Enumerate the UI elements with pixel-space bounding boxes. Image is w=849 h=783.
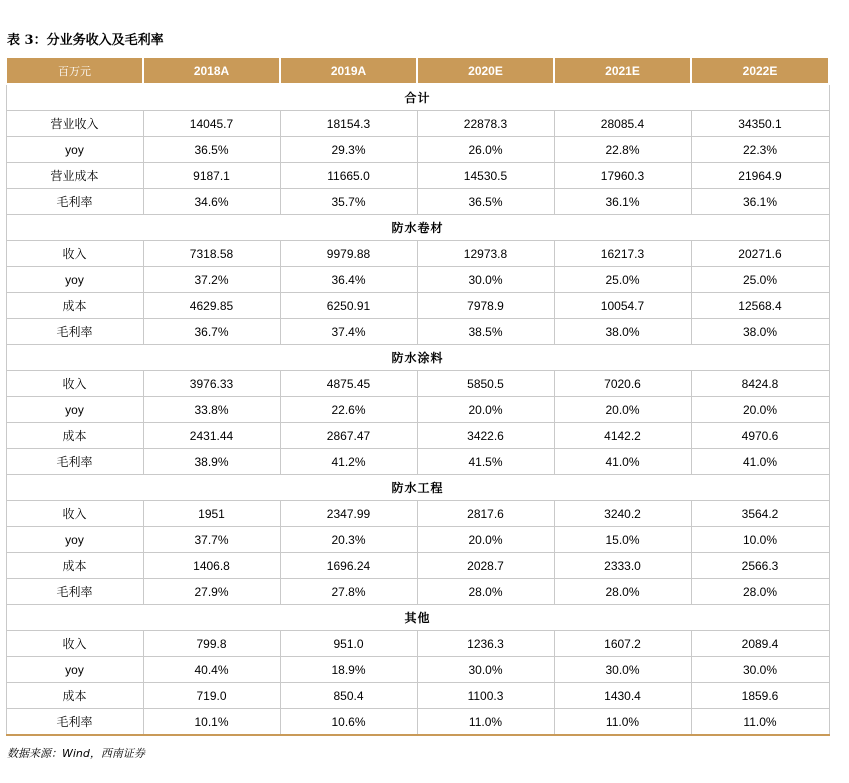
table-cell: 22.6% (280, 397, 417, 423)
table-cell: 9979.88 (280, 241, 417, 267)
table-cell: 1859.6 (691, 683, 829, 709)
table-cell: 38.9% (143, 449, 280, 475)
table-cell: 10.1% (143, 709, 280, 736)
table-row (6, 709, 829, 736)
table-cell: 28.0% (554, 579, 691, 605)
table-row (6, 553, 829, 579)
table-cell: 4875.45 (280, 371, 417, 397)
table-cell: 40.4% (143, 657, 280, 683)
table-cell: 27.9% (143, 579, 280, 605)
table-cell: 951.0 (280, 631, 417, 657)
table-cell: 10.0% (691, 527, 829, 553)
row-label: 毛利率 (6, 449, 143, 475)
table-cell: 14530.5 (417, 163, 554, 189)
table-cell: 12568.4 (691, 293, 829, 319)
table-row (6, 371, 829, 397)
table-cell: 22.8% (554, 137, 691, 163)
table-cell: 3422.6 (417, 423, 554, 449)
table-cell: 37.4% (280, 319, 417, 345)
header-year-2022e: 2022E (691, 57, 829, 84)
table-cell: 28085.4 (554, 111, 691, 137)
table-cell: 22.3% (691, 137, 829, 163)
table-row (6, 293, 829, 319)
row-label: 毛利率 (6, 709, 143, 736)
table-cell: 7318.58 (143, 241, 280, 267)
table-cell: 8424.8 (691, 371, 829, 397)
table-cell: 2333.0 (554, 553, 691, 579)
table-cell: 30.0% (417, 657, 554, 683)
table-cell: 34.6% (143, 189, 280, 215)
table-cell: 2566.3 (691, 553, 829, 579)
table-cell: 10.6% (280, 709, 417, 736)
section-header-row (6, 345, 829, 371)
table-cell: 14045.7 (143, 111, 280, 137)
table-cell: 37.2% (143, 267, 280, 293)
table-cell: 17960.3 (554, 163, 691, 189)
table-cell: 2431.44 (143, 423, 280, 449)
row-label: 营业成本 (6, 163, 143, 189)
table-cell: 22878.3 (417, 111, 554, 137)
table-row (6, 631, 829, 657)
table-cell: 35.7% (280, 189, 417, 215)
table-cell: 36.7% (143, 319, 280, 345)
table-row (6, 111, 829, 137)
table-cell: 20271.6 (691, 241, 829, 267)
table-cell: 16217.3 (554, 241, 691, 267)
table-cell: 1430.4 (554, 683, 691, 709)
table-cell: 11.0% (554, 709, 691, 736)
table-row (6, 189, 829, 215)
table-row (6, 241, 829, 267)
table-cell: 3240.2 (554, 501, 691, 527)
section-title: 合计 (6, 84, 829, 111)
table-cell: 20.0% (417, 397, 554, 423)
section-title: 防水工程 (6, 475, 829, 501)
row-label: 毛利率 (6, 189, 143, 215)
table-cell: 36.4% (280, 267, 417, 293)
table-cell: 850.4 (280, 683, 417, 709)
row-label: 收入 (6, 501, 143, 527)
table-row (6, 319, 829, 345)
table-cell: 6250.91 (280, 293, 417, 319)
table-cell: 3564.2 (691, 501, 829, 527)
table-row (6, 501, 829, 527)
table-cell: 11.0% (691, 709, 829, 736)
table-cell: 34350.1 (691, 111, 829, 137)
row-label: 毛利率 (6, 579, 143, 605)
table-body (6, 84, 829, 735)
header-year-2019a: 2019A (280, 57, 417, 84)
section-header-row (6, 475, 829, 501)
row-label: 收入 (6, 631, 143, 657)
table-cell: 4629.85 (143, 293, 280, 319)
table-cell: 12973.8 (417, 241, 554, 267)
row-label: 收入 (6, 371, 143, 397)
table-cell: 4970.6 (691, 423, 829, 449)
table-cell: 29.3% (280, 137, 417, 163)
header-row (6, 57, 829, 84)
row-label: 营业收入 (6, 111, 143, 137)
row-label: 成本 (6, 423, 143, 449)
table-row (6, 579, 829, 605)
table-cell: 41.0% (554, 449, 691, 475)
table-row (6, 527, 829, 553)
table-cell: 20.0% (691, 397, 829, 423)
table-cell: 36.1% (554, 189, 691, 215)
table-row (6, 683, 829, 709)
table-cell: 11665.0 (280, 163, 417, 189)
table-cell: 1951 (143, 501, 280, 527)
row-label: 毛利率 (6, 319, 143, 345)
table-row (6, 657, 829, 683)
table-cell: 41.5% (417, 449, 554, 475)
row-label: 收入 (6, 241, 143, 267)
header-year-2018a: 2018A (143, 57, 280, 84)
table-cell: 1100.3 (417, 683, 554, 709)
table-cell: 1236.3 (417, 631, 554, 657)
table-row (6, 449, 829, 475)
table-cell: 37.7% (143, 527, 280, 553)
section-title: 防水涂料 (6, 345, 829, 371)
table-cell: 33.8% (143, 397, 280, 423)
table-cell: 21964.9 (691, 163, 829, 189)
table-cell: 28.0% (691, 579, 829, 605)
table-header (6, 57, 829, 84)
row-label: yoy (6, 657, 143, 683)
header-unit-label: 百万元 (6, 57, 143, 84)
table-cell: 7978.9 (417, 293, 554, 319)
section-header-row (6, 215, 829, 241)
table-cell: 1607.2 (554, 631, 691, 657)
table-cell: 36.5% (417, 189, 554, 215)
table-cell: 30.0% (691, 657, 829, 683)
table-cell: 2347.99 (280, 501, 417, 527)
table-cell: 25.0% (554, 267, 691, 293)
section-title: 防水卷材 (6, 215, 829, 241)
row-label: yoy (6, 267, 143, 293)
table-cell: 10054.7 (554, 293, 691, 319)
table-cell: 2867.47 (280, 423, 417, 449)
table-cell: 25.0% (691, 267, 829, 293)
table-cell: 5850.5 (417, 371, 554, 397)
table-row (6, 267, 829, 293)
table-cell: 18.9% (280, 657, 417, 683)
header-year-2021e: 2021E (554, 57, 691, 84)
table-row (6, 137, 829, 163)
table-cell: 1406.8 (143, 553, 280, 579)
table-cell: 28.0% (417, 579, 554, 605)
table-cell: 20.3% (280, 527, 417, 553)
table-cell: 2089.4 (691, 631, 829, 657)
table-cell: 3976.33 (143, 371, 280, 397)
row-label: 成本 (6, 683, 143, 709)
table-cell: 2028.7 (417, 553, 554, 579)
table-cell: 11.0% (417, 709, 554, 736)
table-cell: 38.0% (691, 319, 829, 345)
table-cell: 26.0% (417, 137, 554, 163)
row-label: yoy (6, 397, 143, 423)
table-cell: 18154.3 (280, 111, 417, 137)
financial-table (5, 56, 830, 736)
table-row (6, 397, 829, 423)
section-title: 其他 (6, 605, 829, 631)
row-label: yoy (6, 137, 143, 163)
table-cell: 15.0% (554, 527, 691, 553)
table-cell: 4142.2 (554, 423, 691, 449)
table-cell: 7020.6 (554, 371, 691, 397)
table-cell: 27.8% (280, 579, 417, 605)
table-row (6, 423, 829, 449)
table-cell: 30.0% (417, 267, 554, 293)
table-cell: 20.0% (417, 527, 554, 553)
table-cell: 1696.24 (280, 553, 417, 579)
row-label: yoy (6, 527, 143, 553)
table-cell: 38.0% (554, 319, 691, 345)
table-cell: 41.2% (280, 449, 417, 475)
table-row (6, 163, 829, 189)
section-header-row (6, 84, 829, 111)
table-cell: 2817.6 (417, 501, 554, 527)
header-year-2020e: 2020E (417, 57, 554, 84)
table-cell: 41.0% (691, 449, 829, 475)
section-header-row (6, 605, 829, 631)
table-cell: 36.1% (691, 189, 829, 215)
table-title: 表 3：分业务收入及毛利率 (7, 33, 164, 48)
table-cell: 30.0% (554, 657, 691, 683)
table-cell: 38.5% (417, 319, 554, 345)
table-cell: 36.5% (143, 137, 280, 163)
source-note: 数据来源：Wind，西南证券 (7, 747, 145, 760)
table-cell: 799.8 (143, 631, 280, 657)
table-cell: 719.0 (143, 683, 280, 709)
table-cell: 9187.1 (143, 163, 280, 189)
table-cell: 20.0% (554, 397, 691, 423)
row-label: 成本 (6, 553, 143, 579)
row-label: 成本 (6, 293, 143, 319)
